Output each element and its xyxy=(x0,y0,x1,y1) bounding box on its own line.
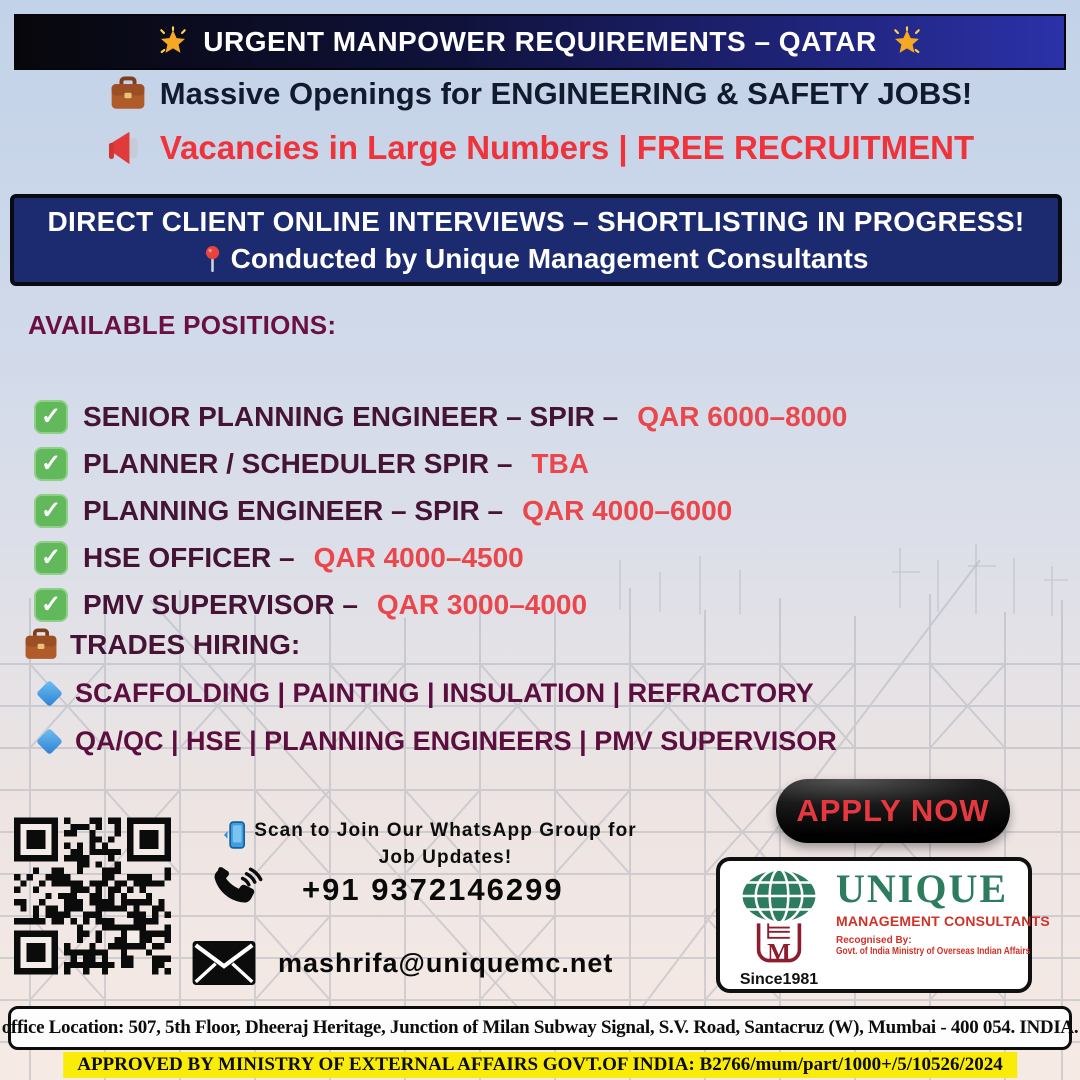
checkbox-icon xyxy=(34,494,68,528)
massive-openings-row xyxy=(0,76,1080,112)
position-salary: QAR 3000–4000 xyxy=(376,589,588,620)
star-icon xyxy=(157,26,189,58)
email-row xyxy=(192,941,613,985)
trade-row xyxy=(40,678,837,709)
apply-now-button[interactable]: APPLY NOW xyxy=(776,779,1010,843)
trade-text: SCAFFOLDING | PAINTING | INSULATION | REFRACTORY xyxy=(75,678,814,708)
position-row xyxy=(34,447,847,481)
position-title: HSE OFFICER – xyxy=(83,542,295,573)
position-salary: TBA xyxy=(531,448,589,479)
briefcase-icon xyxy=(108,76,148,112)
position-row xyxy=(34,588,847,622)
interview-line1: DIRECT CLIENT ONLINE INTERVIEWS – SHORTLISTING IN PROGRESS! xyxy=(47,205,1025,237)
position-row xyxy=(34,400,847,434)
interview-line2: Conducted by Unique Management Consultants xyxy=(230,242,869,274)
megaphone-icon xyxy=(106,128,150,168)
trade-text: QA/QC | HSE | PLANNING ENGINEERS | PMV SUPERVISOR xyxy=(75,726,837,756)
briefcase-icon xyxy=(22,628,60,662)
star-icon xyxy=(891,26,923,58)
trades-hiring-heading xyxy=(22,628,300,662)
office-address-box xyxy=(1,1006,1079,1050)
office-address: office Location: 507, 5th Floor, Dheeraj Heritage, Junction of Milan Subway Signal, S.V. Road, Santacruz (W), Mumbai - 400 054. INDIA. xyxy=(1,1017,1079,1038)
top-banner xyxy=(14,14,1066,70)
logo-text-column xyxy=(836,866,1050,985)
since-label: Since1981 xyxy=(739,971,819,988)
trade-row xyxy=(40,726,837,757)
recognised-by: Govt. of India Ministry of Overseas Indian Affairs xyxy=(836,946,1031,957)
approval-text: APPROVED BY MINISTRY OF EXTERNAL AFFAIRS GOVT.OF INDIA: B2766/mum/part/1000+/5/10526/2024 xyxy=(77,1054,1003,1075)
phone-number[interactable]: +91 9372146299 xyxy=(302,872,564,907)
position-title: PLANNER / SCHEDULER SPIR – xyxy=(83,448,513,479)
svg-text:M: M xyxy=(767,939,791,967)
email-icon xyxy=(192,941,256,985)
checkbox-icon xyxy=(34,447,68,481)
um-monogram-icon xyxy=(748,921,810,969)
checkbox-icon xyxy=(34,400,68,434)
position-row xyxy=(34,494,847,528)
diamond-icon xyxy=(36,680,63,707)
interview-line2-row xyxy=(204,243,869,275)
position-row xyxy=(34,541,847,575)
recognised-label: Recognised By: xyxy=(836,935,912,946)
checkbox-icon xyxy=(34,588,68,622)
trades-list xyxy=(40,678,837,757)
banner-title: URGENT MANPOWER REQUIREMENTS – QATAR xyxy=(203,26,877,57)
phone-icon xyxy=(208,862,264,918)
checkbox-icon xyxy=(34,541,68,575)
email-address[interactable]: mashrifa@uniquemc.net xyxy=(278,947,614,978)
position-title: SENIOR PLANNING ENGINEER – SPIR – xyxy=(83,401,619,432)
scan-text-line1: Scan to Join Our WhatsApp Group for xyxy=(254,820,637,841)
position-salary: QAR 4000–4500 xyxy=(313,542,524,573)
pushpin-icon xyxy=(204,245,221,273)
company-logo-card xyxy=(716,857,1050,993)
position-title: PMV SUPERVISOR – xyxy=(83,589,358,620)
phone-row xyxy=(208,862,564,918)
globe-icon xyxy=(737,867,821,925)
interview-box xyxy=(10,194,1062,286)
trades-hiring-text: TRADES HIRING: xyxy=(70,629,301,660)
massive-openings-text: Massive Openings for ENGINEERING & SAFETY JOBS! xyxy=(159,76,973,111)
positions-list xyxy=(34,400,847,622)
logo-emblem-column xyxy=(728,867,830,988)
company-name: UNIQUE xyxy=(836,866,1009,911)
qr-code xyxy=(14,815,171,977)
smartphone-icon xyxy=(223,821,247,849)
vacancies-row xyxy=(0,128,1080,168)
available-positions-heading: AVAILABLE POSITIONS: xyxy=(28,310,337,340)
diamond-icon xyxy=(36,728,63,755)
scan-text-line2: Job Updates! xyxy=(378,846,513,868)
approval-bar xyxy=(63,1052,1017,1078)
vacancies-text: Vacancies in Large Numbers | FREE RECRUITMENT xyxy=(159,129,975,166)
position-salary: QAR 4000–6000 xyxy=(522,495,733,526)
position-salary: QAR 6000–8000 xyxy=(637,401,848,432)
company-subtitle: MANAGEMENT CONSULTANTS xyxy=(836,913,1050,929)
position-title: PLANNING ENGINEER – SPIR – xyxy=(83,495,504,526)
